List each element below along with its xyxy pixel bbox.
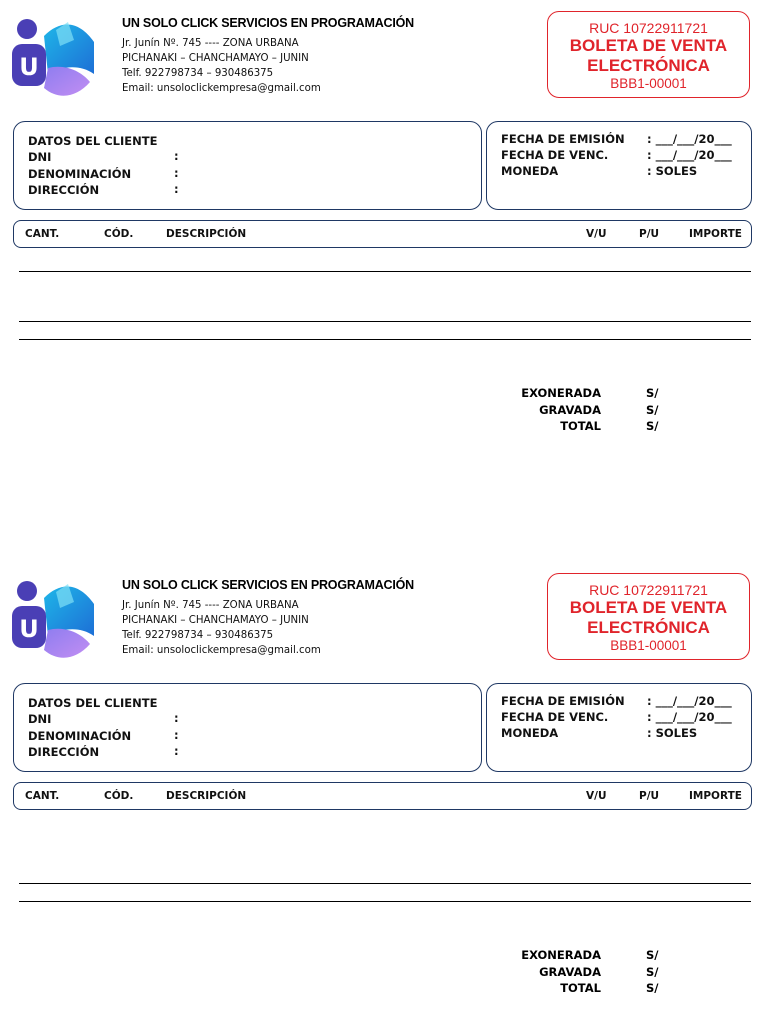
company-phone: Telf. 922798734 – 930486375 <box>122 630 274 641</box>
col-importe: IMPORTE <box>689 228 742 240</box>
client-heading: DATOS DEL CLIENTE <box>28 696 158 710</box>
total-currency: S/ <box>646 419 659 433</box>
company-email: Email: unsoloclickempresa@gmail.com <box>122 645 321 656</box>
items-table-header <box>13 782 752 810</box>
emision-label: FECHA DE EMISIÓN <box>501 694 625 708</box>
col-pu: P/U <box>639 790 660 802</box>
client-direccion-label: DIRECCIÓN <box>28 183 100 197</box>
client-heading: DATOS DEL CLIENTE <box>28 134 158 148</box>
total-label: TOTAL <box>560 419 601 433</box>
item-row-line <box>19 883 751 884</box>
doc-title-line2: ELECTRÓNICA <box>587 56 710 75</box>
company-address: Jr. Junín Nº. 745 ---- ZONA URBANA <box>122 38 299 49</box>
col-cod: CÓD. <box>104 790 134 802</box>
receipt-bottom <box>0 562 768 1032</box>
doc-serie: BBB1-00001 <box>610 76 687 91</box>
item-row-line <box>19 901 751 902</box>
total-label: TOTAL <box>560 981 601 995</box>
venc-label: FECHA DE VENC. <box>501 148 609 162</box>
exonerada-label: EXONERADA <box>521 948 601 962</box>
company-info <box>122 16 414 96</box>
col-vu: V/U <box>586 790 607 802</box>
client-direccion-colon: : <box>174 182 179 196</box>
dates-box <box>486 683 752 772</box>
items-table-header <box>13 220 752 248</box>
client-direccion-label: DIRECCIÓN <box>28 745 100 759</box>
doc-serie: BBB1-00001 <box>610 638 687 653</box>
company-email: Email: unsoloclickempresa@gmail.com <box>122 83 321 94</box>
moneda-label: MONEDA <box>501 726 559 740</box>
emision-value: : ___/___/20___ <box>647 132 732 146</box>
moneda-value: : SOLES <box>647 164 698 178</box>
col-pu: P/U <box>639 228 660 240</box>
company-name: UN SOLO CLICK SERVICIOS EN PROGRAMACIÓN <box>122 16 414 30</box>
client-dni-label: DNI <box>28 150 52 164</box>
item-row-line <box>19 339 751 340</box>
company-logo-icon <box>10 16 98 100</box>
svg-text:U: U <box>19 615 39 643</box>
client-dni-label: DNI <box>28 712 52 726</box>
venc-label: FECHA DE VENC. <box>501 710 609 724</box>
client-box <box>13 121 482 210</box>
company-info <box>122 578 414 658</box>
col-cant: CANT. <box>25 228 60 240</box>
col-vu: V/U <box>586 228 607 240</box>
gravada-currency: S/ <box>646 403 659 417</box>
ruc-box <box>547 11 750 98</box>
dates-box <box>486 121 752 210</box>
client-dni-colon: : <box>174 711 179 725</box>
client-denominacion-colon: : <box>174 166 179 180</box>
client-denominacion-label: DENOMINACIÓN <box>28 167 132 181</box>
gravada-label: GRAVADA <box>539 403 601 417</box>
moneda-value: : SOLES <box>647 726 698 740</box>
doc-title-line1: BOLETA DE VENTA <box>569 598 728 617</box>
total-currency: S/ <box>646 981 659 995</box>
gravada-currency: S/ <box>646 965 659 979</box>
emision-value: : ___/___/20___ <box>647 694 732 708</box>
ruc-number: RUC 10722911721 <box>589 582 708 598</box>
exonerada-currency: S/ <box>646 386 659 400</box>
client-dni-colon: : <box>174 149 179 163</box>
client-direccion-colon: : <box>174 744 179 758</box>
emision-label: FECHA DE EMISIÓN <box>501 132 625 146</box>
col-cod: CÓD. <box>104 228 134 240</box>
svg-text:U: U <box>19 53 39 81</box>
client-denominacion-colon: : <box>174 728 179 742</box>
moneda-label: MONEDA <box>501 164 559 178</box>
client-box <box>13 683 482 772</box>
client-denominacion-label: DENOMINACIÓN <box>28 729 132 743</box>
ruc-box <box>547 573 750 660</box>
col-descripcion: DESCRIPCIÓN <box>166 790 247 802</box>
exonerada-label: EXONERADA <box>521 386 601 400</box>
company-city: PICHANAKI – CHANCHAMAYO – JUNIN <box>122 615 309 626</box>
col-cant: CANT. <box>25 790 60 802</box>
col-importe: IMPORTE <box>689 790 742 802</box>
col-descripcion: DESCRIPCIÓN <box>166 228 247 240</box>
item-row-line <box>19 271 751 272</box>
receipt-top <box>0 0 768 470</box>
gravada-label: GRAVADA <box>539 965 601 979</box>
exonerada-currency: S/ <box>646 948 659 962</box>
doc-title-line1: BOLETA DE VENTA <box>569 36 728 55</box>
company-name: UN SOLO CLICK SERVICIOS EN PROGRAMACIÓN <box>122 578 414 592</box>
venc-value: : ___/___/20___ <box>647 710 732 724</box>
item-row-line <box>19 321 751 322</box>
ruc-number: RUC 10722911721 <box>589 20 708 36</box>
company-phone: Telf. 922798734 – 930486375 <box>122 68 274 79</box>
company-logo-icon <box>10 578 98 662</box>
company-address: Jr. Junín Nº. 745 ---- ZONA URBANA <box>122 600 299 611</box>
venc-value: : ___/___/20___ <box>647 148 732 162</box>
doc-title-line2: ELECTRÓNICA <box>587 618 710 637</box>
company-city: PICHANAKI – CHANCHAMAYO – JUNIN <box>122 53 309 64</box>
